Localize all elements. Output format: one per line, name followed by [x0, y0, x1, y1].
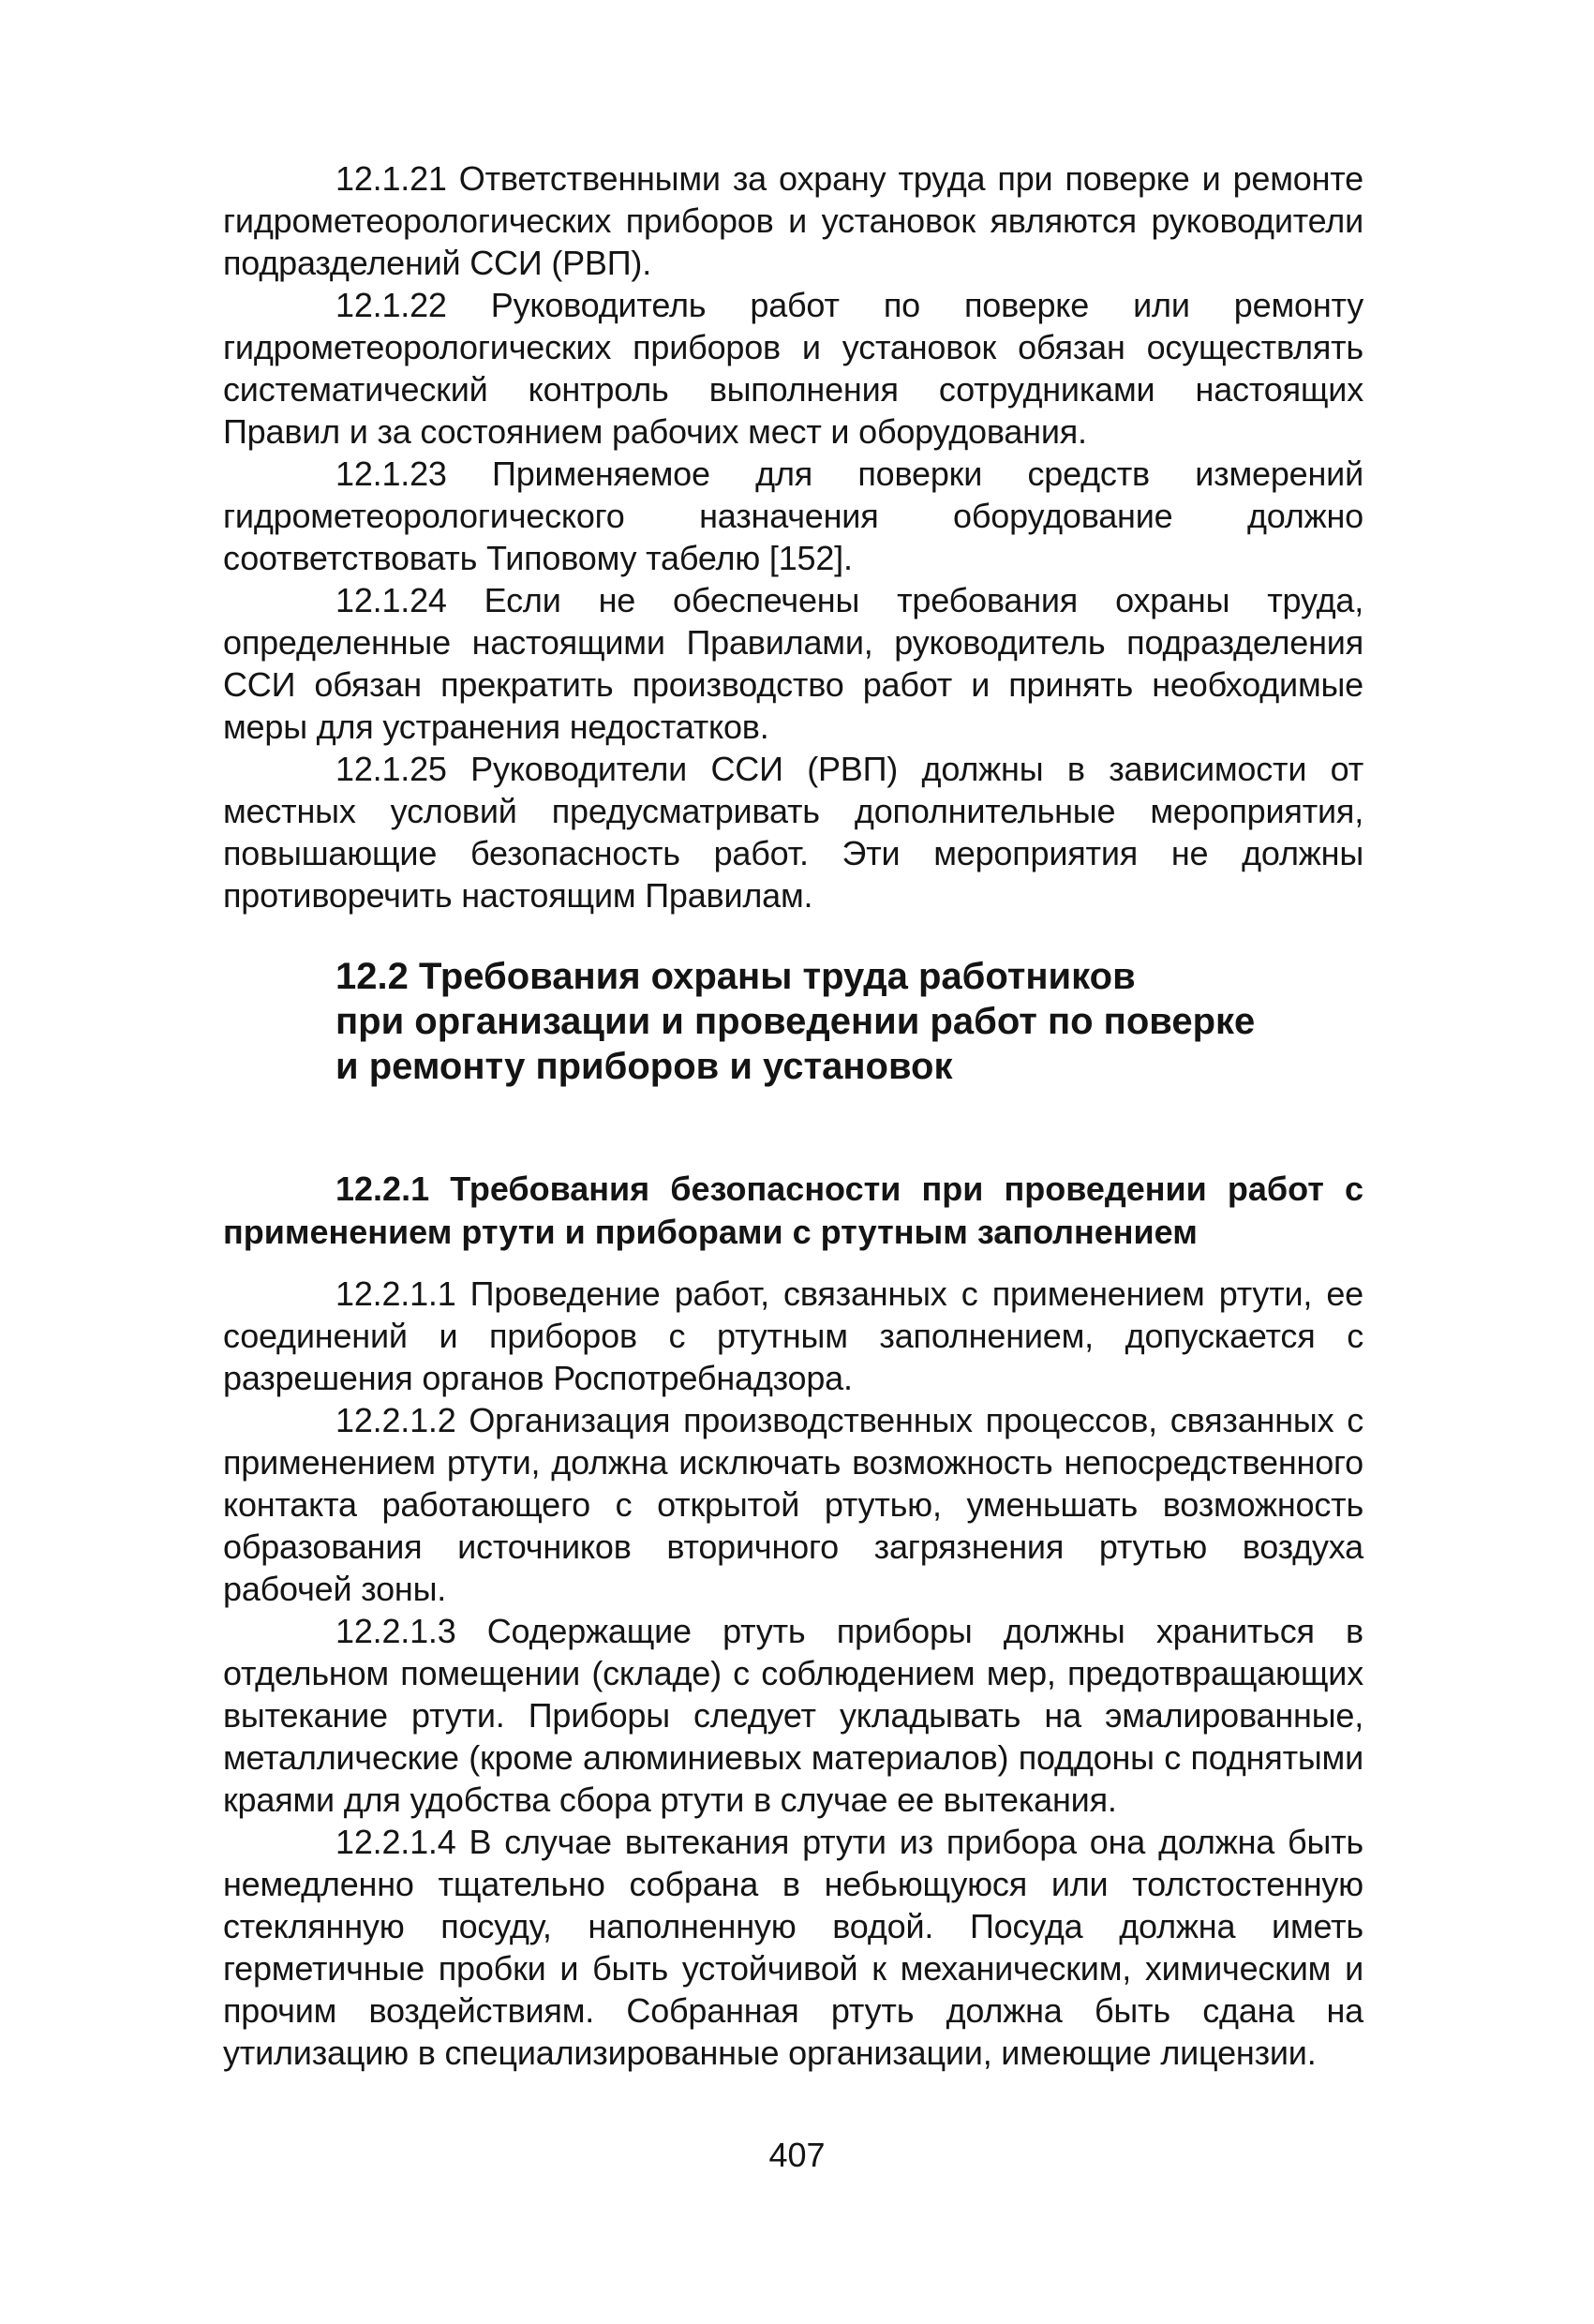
paragraph-12-1-22: 12.1.22 Руководитель работ по поверке или ремонту гидрометеорологических приборов и установок обязан осуществлять систематический контроль выполнения сотрудниками настоящих Правил и за состоянием рабочих мест и оборудования. — [223, 286, 1363, 451]
section-12-2-1-paragraphs — [223, 1273, 1363, 2074]
paragraph-12-2-1-1: 12.2.1.1 Проведение работ, связанных с применением ртути, ее соединений и приборов с ртутным заполнением, допускается с разрешения органов Роспотребнадзора. — [223, 1274, 1363, 1397]
heading-12-2-line-2: при организации и проведении работ по поверке — [335, 1001, 1256, 1042]
page-number: 407 — [768, 2136, 826, 2174]
heading-12-2 — [335, 954, 1273, 1089]
paragraph-12-2-1-2: 12.2.1.2 Организация производственных процессов, связанных с применением ртути, должна исключать возможность непосредственного контакта работающего с открытой ртутью, уменьшать возможность образования источников вторичного загрязнения ртутью воздуха рабочей зоны. — [223, 1401, 1363, 1608]
paragraph-12-1-21: 12.1.21 Ответственными за охрану труда при поверке и ремонте гидрометеорологических приборов и установок являются руководители подразделений ССИ (РВП). — [223, 159, 1363, 282]
section-12-1-paragraphs — [223, 157, 1363, 916]
paragraph-12-2-1-4: 12.2.1.4 В случае вытекания ртути из прибора она должна быть немедленно тщательно собрана в небьющуюся или толстостенную стеклянную посуду, наполненную водой. Посуда должна иметь герметичные пробки и быть устойчивой к механическим, химическим и прочим воздействиям. Собранная ртуть должна быть сдана на утилизацию в специализированные организации, имеющие лицензии. — [223, 1823, 1363, 2072]
paragraph-12-1-24: 12.1.24 Если не обеспечены требования охраны труда, определенные настоящими Правилами, руководитель подразделения ССИ обязан прекратить производство работ и принять необходимые меры для устранения недостатков. — [223, 581, 1363, 746]
paragraph-12-2-1-3: 12.2.1.3 Содержащие ртуть приборы должны храниться в отдельном помещении (складе) с соблюдением мер, предотвращающих вытекание ртути. Приборы следует укладывать на эмалированные, металлические (кроме алюминиевых материалов) поддоны с поднятыми краями для удобства сбора ртути в случае ее вытекания. — [223, 1612, 1363, 1819]
heading-12-2-1: 12.2.1 Требования безопасности при проведении работ с применением ртути и приборами с ртутным заполнением — [223, 1169, 1363, 1251]
paragraph-12-1-25: 12.1.25 Руководители ССИ (РВП) должны в зависимости от местных условий предусматривать дополнительные мероприятия, повышающие безопасность работ. Эти мероприятия не должны противоречить настоящим Правилам. — [223, 750, 1363, 915]
paragraph-12-1-23: 12.1.23 Применяемое для поверки средств измерений гидрометеорологического назначения оборудование должно соответствовать Типовому табелю [152]. — [223, 454, 1363, 577]
heading-12-2-line-1: 12.2 Требования охраны труда работников — [335, 956, 1136, 997]
heading-12-2-line-3: и ремонту приборов и установок — [335, 1046, 953, 1087]
